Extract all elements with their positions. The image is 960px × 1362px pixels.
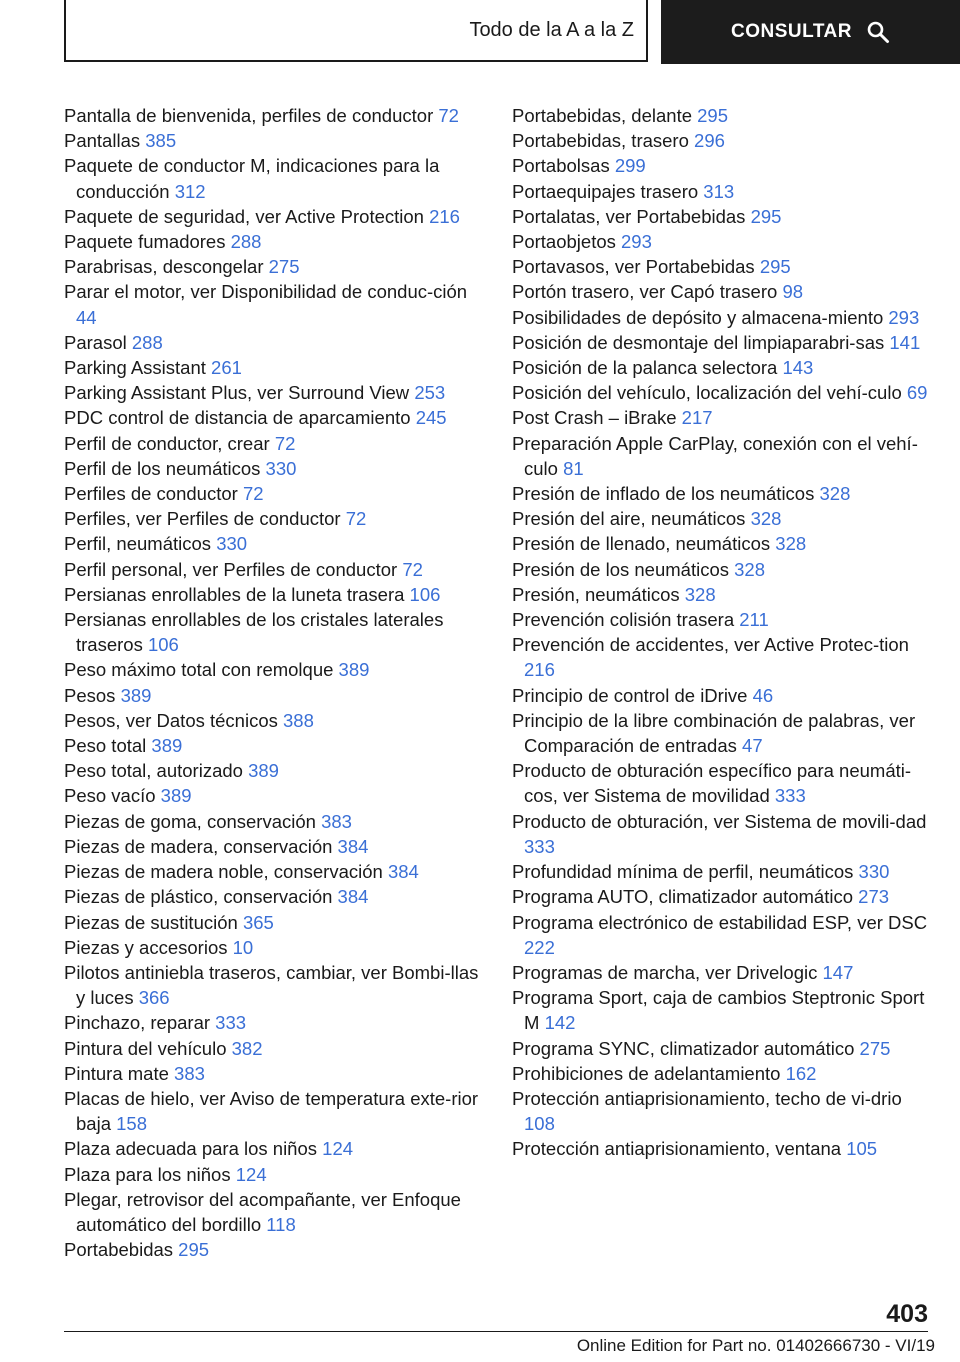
- index-entry-text: Posibilidades de depósito y almacena-miento: [512, 306, 884, 328]
- index-entry-text: Presión de los neumáticos: [512, 558, 729, 580]
- index-page-link[interactable]: 384: [337, 886, 369, 908]
- index-entry: [64, 557, 484, 582]
- index-entry: [64, 809, 484, 834]
- index-entry-text: Producto de obturación específico para neumáti-cos, ver Sistema de movilidad: [512, 760, 912, 807]
- index-entry-text: Presión, neumáticos: [512, 583, 680, 605]
- index-page-link[interactable]: 275: [859, 1037, 891, 1059]
- index-page-link[interactable]: 389: [120, 684, 152, 706]
- index-page-link[interactable]: 261: [211, 357, 242, 379]
- index-page-link[interactable]: 295: [697, 105, 729, 126]
- index-page-link[interactable]: 389: [248, 760, 279, 782]
- index-entry: [64, 935, 484, 960]
- index-page-link[interactable]: 106: [147, 634, 179, 656]
- index-entry: [512, 128, 932, 153]
- index-entry: [64, 103, 484, 128]
- index-page-link[interactable]: 383: [321, 810, 352, 832]
- index-entry: [512, 229, 932, 254]
- index-entry-text: Pilotos antiniebla traseros, cambiar, ver Bombi-llas y luces: [64, 961, 479, 1009]
- index-entry: [512, 431, 932, 481]
- index-entry: [64, 1237, 484, 1262]
- index-entry: [512, 179, 932, 204]
- consult-label: CONSULTAR: [731, 21, 852, 42]
- index-page-link[interactable]: 288: [230, 231, 262, 253]
- index-entry-text: Peso total: [64, 735, 147, 757]
- index-entry: [64, 733, 484, 758]
- index-entry-text: Piezas y accesorios: [64, 936, 228, 958]
- index-page-link[interactable]: 98: [782, 281, 804, 303]
- index-page-link[interactable]: 288: [131, 331, 163, 353]
- index-page-link[interactable]: 143: [782, 357, 814, 379]
- index-page-link[interactable]: 105: [846, 1138, 878, 1160]
- index-entry: [64, 355, 484, 380]
- index-entry: [64, 910, 484, 935]
- index-entry: [64, 405, 484, 430]
- index-entry-text: Plaza adecuada para los niños: [64, 1138, 318, 1160]
- index-entry-text: Prohibiciones de adelantamiento: [512, 1062, 781, 1084]
- index-page-link[interactable]: 295: [178, 1239, 210, 1261]
- index-entry: [64, 1010, 484, 1035]
- index-entry-text: Plegar, retrovisor del acompañante, ver Enfoque automático del bordillo: [64, 1188, 461, 1235]
- index-page-link[interactable]: 384: [337, 835, 369, 857]
- index-entry: [512, 279, 932, 304]
- index-entry: [64, 657, 484, 682]
- index-page-link[interactable]: 293: [888, 306, 920, 328]
- index-entry-text: Presión de inflado de los neumáticos: [512, 483, 815, 505]
- index-entry-text: Programas de marcha, ver Drivelogic: [512, 961, 818, 983]
- index-page-link[interactable]: 81: [563, 457, 584, 479]
- index-entry-text: Portavasos, ver Portabebidas: [512, 256, 755, 278]
- index-entry: [64, 506, 484, 531]
- index-page-link[interactable]: 253: [414, 382, 446, 404]
- index-entry-text: Perfil de los neumáticos: [64, 457, 261, 479]
- index-page-link[interactable]: 273: [858, 886, 890, 908]
- index-entry-text: Perfiles, ver Perfiles de conductor: [64, 508, 341, 530]
- index-entry: [64, 708, 484, 733]
- index-page-link[interactable]: 299: [614, 155, 646, 177]
- index-entry: [64, 884, 484, 909]
- index-page-link[interactable]: 72: [345, 508, 367, 530]
- index-page-link[interactable]: 384: [387, 861, 419, 883]
- index-page-link[interactable]: 328: [775, 533, 807, 555]
- index-entry-text: Persianas enrollables de la luneta trasera: [64, 583, 405, 605]
- index-column-right: [512, 103, 932, 1162]
- index-entry-text: Parabrisas, descongelar: [64, 256, 264, 278]
- index-page-link[interactable]: 295: [750, 205, 782, 227]
- index-entry-text: Parar el motor, ver Disponibilidad de conduc-ción: [64, 281, 468, 303]
- index-page-link[interactable]: 296: [694, 130, 725, 152]
- index-entry-text: Portabebidas: [64, 1239, 174, 1261]
- section-title: Todo de la A a la Z: [469, 18, 634, 41]
- index-page-link[interactable]: 275: [268, 256, 300, 278]
- index-entry: [512, 985, 932, 1035]
- index-page-link[interactable]: 47: [742, 735, 763, 757]
- index-page-link[interactable]: 333: [524, 835, 555, 857]
- index-entry-text: Programa AUTO, climatizador automático: [512, 886, 854, 908]
- index-page-link[interactable]: 217: [681, 407, 713, 429]
- index-entry: [512, 758, 932, 808]
- index-page-link[interactable]: 147: [822, 961, 854, 983]
- index-page-link[interactable]: 46: [752, 684, 774, 706]
- index-entry-text: Paquete de seguridad, ver Active Protection: [64, 205, 424, 227]
- index-entry-text: Portalatas, ver Portabebidas: [512, 205, 746, 227]
- index-page-link[interactable]: 162: [785, 1062, 817, 1084]
- index-entry-text: Protección antiaprisionamiento, techo de vi-drio: [512, 1087, 902, 1109]
- index-entry: [512, 708, 932, 758]
- index-entry-text: Parasol: [64, 331, 127, 353]
- index-entry-text: Perfil de conductor, crear: [64, 432, 270, 454]
- index-entry-text: Pintura mate: [64, 1062, 169, 1084]
- index-page-link[interactable]: 72: [438, 105, 459, 126]
- index-entry-text: Prevención colisión trasera: [512, 609, 735, 631]
- section-title-tab[interactable]: [64, 0, 648, 62]
- index-entry: [64, 1061, 484, 1086]
- index-page-link[interactable]: 72: [274, 432, 296, 454]
- index-entry: [512, 557, 932, 582]
- index-entry: [512, 305, 932, 330]
- index-page-link[interactable]: 389: [338, 659, 370, 681]
- index-page-link[interactable]: 158: [116, 1113, 147, 1135]
- index-page-link[interactable]: 366: [138, 987, 170, 1009]
- index-page-link[interactable]: 333: [215, 1012, 247, 1034]
- index-entry: [64, 204, 484, 229]
- consult-button[interactable]: [661, 0, 960, 64]
- index-entry-text: Peso vacío: [64, 785, 156, 807]
- index-entry: [64, 279, 484, 329]
- index-page-link[interactable]: 383: [174, 1062, 205, 1084]
- index-page-link[interactable]: 388: [283, 709, 314, 731]
- index-entry: [64, 254, 484, 279]
- index-entry: [512, 355, 932, 380]
- index-page-link[interactable]: 216: [429, 205, 460, 227]
- index-entry: [64, 758, 484, 783]
- index-entry-text: Parking Assistant Plus, ver Surround View: [64, 382, 410, 404]
- index-entry: [512, 1086, 932, 1136]
- index-page-link[interactable]: 328: [684, 583, 716, 605]
- index-entry: [64, 431, 484, 456]
- index-page-link[interactable]: 72: [402, 558, 423, 580]
- index-entry-text: PDC control de distancia de aparcamiento: [64, 407, 411, 429]
- index-entry-text: Pesos, ver Datos técnicos: [64, 709, 278, 731]
- index-entry: [64, 607, 484, 657]
- index-entry-text: Parking Assistant: [64, 357, 206, 379]
- index-entry-text: Protección antiaprisionamiento, ventana: [512, 1138, 842, 1160]
- index-entry-text: Perfil, neumáticos: [64, 533, 212, 555]
- index-entry-text: Persianas enrollables de los cristales laterales traseros: [64, 609, 444, 656]
- index-entry-text: Portabebidas, trasero: [512, 130, 689, 152]
- index-page-link[interactable]: 222: [524, 936, 555, 958]
- index-page-link[interactable]: 328: [750, 508, 782, 530]
- index-entry-text: Paquete de conductor M, indicaciones para la conducción: [64, 155, 440, 202]
- index-entry: [64, 1036, 484, 1061]
- index-entry-text: Peso total, autorizado: [64, 760, 243, 782]
- index-entry: [64, 960, 484, 1010]
- index-page-link[interactable]: 44: [76, 306, 97, 328]
- index-entry: [512, 1061, 932, 1086]
- index-entry: [64, 1187, 484, 1237]
- index-entry: [512, 254, 932, 279]
- index-entry: [512, 405, 932, 430]
- index-page-link[interactable]: 330: [265, 457, 297, 479]
- index-entry-text: Pintura del vehículo: [64, 1037, 227, 1059]
- index-entry: [512, 632, 932, 682]
- index-page-link[interactable]: 124: [235, 1163, 267, 1185]
- index-entry: [512, 960, 932, 985]
- index-entry: [512, 859, 932, 884]
- index-entry: [512, 380, 932, 405]
- index-entry: [64, 456, 484, 481]
- index-entry: [64, 330, 484, 355]
- index-entry-text: Posición de la palanca selectora: [512, 357, 778, 379]
- index-page-link[interactable]: 118: [266, 1213, 296, 1235]
- index-page-link[interactable]: 293: [621, 231, 652, 253]
- index-entry-text: Paquete fumadores: [64, 231, 226, 253]
- index-entry-text: Peso máximo total con remolque: [64, 659, 334, 681]
- index-page-link[interactable]: 330: [216, 533, 248, 555]
- index-entry-text: Piezas de madera, conservación: [64, 835, 333, 857]
- index-entry: [64, 859, 484, 884]
- index-page-link[interactable]: 328: [734, 558, 765, 580]
- index-entry-text: Presión del aire, neumáticos: [512, 508, 746, 530]
- index-entry-text: Post Crash – iBrake: [512, 407, 677, 429]
- index-entry: [64, 229, 484, 254]
- index-entry-text: Piezas de goma, conservación: [64, 810, 316, 832]
- index-page-link[interactable]: 333: [774, 785, 806, 807]
- index-entry-text: Piezas de sustitución: [64, 911, 238, 933]
- index-entry: [64, 380, 484, 405]
- index-entry: [512, 330, 932, 355]
- index-page-link[interactable]: 385: [145, 130, 177, 152]
- index-entry-text: Piezas de madera noble, conservación: [64, 861, 383, 883]
- search-icon: [866, 20, 890, 44]
- footer-edition: Online Edition for Part no. 01402666730 - VI/19: [576, 1336, 935, 1355]
- index-page-link[interactable]: 211: [739, 609, 769, 631]
- index-page-link[interactable]: 313: [703, 180, 735, 202]
- index-page-link[interactable]: 312: [174, 180, 206, 202]
- index-entry: [64, 128, 484, 153]
- index-page-link[interactable]: 10: [232, 936, 254, 958]
- index-entry-text: Posición de desmontaje del limpiaparabri-sas: [512, 331, 885, 353]
- index-entry: [512, 531, 932, 556]
- index-entry-text: Principio de la libre combinación de palabras, ver Comparación de entradas: [512, 709, 916, 757]
- index-page-link[interactable]: 295: [759, 256, 791, 278]
- index-page-link[interactable]: 365: [242, 911, 274, 933]
- index-entry-text: Pinchazo, reparar: [64, 1012, 211, 1034]
- index-page-link[interactable]: 382: [231, 1037, 263, 1059]
- index-entry-text: Perfil personal, ver Perfiles de conductor: [64, 558, 398, 580]
- index-entry-text: Pantalla de bienvenida, perfiles de conductor: [64, 105, 434, 126]
- index-entry-text: Profundidad mínima de perfil, neumáticos: [512, 861, 854, 883]
- index-page-link[interactable]: 69: [906, 382, 928, 404]
- index-entry: [64, 1086, 484, 1136]
- index-entry: [64, 582, 484, 607]
- index-entry-text: Pesos: [64, 684, 116, 706]
- index-page-link[interactable]: 328: [819, 483, 851, 505]
- index-page-link[interactable]: 389: [160, 785, 192, 807]
- index-page-link[interactable]: 72: [242, 483, 264, 505]
- index-entry: [512, 683, 932, 708]
- index-page-link[interactable]: 245: [415, 407, 447, 429]
- index-entry: [512, 1136, 932, 1161]
- index-entry: [64, 834, 484, 859]
- index-entry: [512, 103, 932, 128]
- index-entry-text: Programa electrónico de estabilidad ESP, ver DSC: [512, 911, 928, 933]
- index-entry: [64, 683, 484, 708]
- index-entry-text: Principio de control de iDrive: [512, 684, 748, 706]
- index-entry: [512, 884, 932, 909]
- index-entry-text: Portón trasero, ver Capó trasero: [512, 281, 778, 303]
- index-entry-text: Presión de llenado, neumáticos: [512, 533, 771, 555]
- index-entry-text: Programa SYNC, climatizador automático: [512, 1037, 855, 1059]
- index-entry-text: Placas de hielo, ver Aviso de temperatura exte-rior baja: [64, 1087, 479, 1135]
- index-entry-text: Posición del vehículo, localización del vehí-culo: [512, 382, 902, 404]
- index-entry: [64, 783, 484, 808]
- index-entry: [64, 153, 484, 203]
- index-page-link[interactable]: 330: [858, 861, 890, 883]
- index-page-link[interactable]: 108: [524, 1113, 555, 1135]
- index-entry: [64, 481, 484, 506]
- index-page-link[interactable]: 216: [524, 659, 555, 681]
- index-entry-text: Prevención de accidentes, ver Active Protec-tion: [512, 634, 909, 656]
- page-number: 403: [886, 1300, 928, 1328]
- index-entry-text: Piezas de plástico, conservación: [64, 886, 333, 908]
- index-entry-text: Portabebidas, delante: [512, 105, 692, 126]
- index-page-link[interactable]: 142: [544, 1012, 576, 1034]
- index-entry: [512, 506, 932, 531]
- index-entry: [64, 1162, 484, 1187]
- index-page-link[interactable]: 389: [151, 735, 183, 757]
- index-entry: [512, 809, 932, 859]
- index-entry: [512, 910, 932, 960]
- index-entry-text: Portaequipajes trasero: [512, 180, 699, 202]
- index-entry: [64, 1136, 484, 1161]
- footer-divider: [64, 1331, 928, 1332]
- index-entry-text: Programa Sport, caja de cambios Steptronic Sport M: [512, 987, 925, 1034]
- index-entry: [512, 481, 932, 506]
- index-entry-text: Pantallas: [64, 130, 141, 152]
- index-entry-text: Portaobjetos: [512, 231, 616, 253]
- index-entry: [512, 153, 932, 178]
- index-entry-text: Portabolsas: [512, 155, 610, 177]
- index-entry: [512, 607, 932, 632]
- index-entry-text: Perfiles de conductor: [64, 483, 238, 505]
- index-entry: [512, 582, 932, 607]
- index-entry: [512, 1036, 932, 1061]
- index-entry: [512, 204, 932, 229]
- index-entry: [64, 531, 484, 556]
- index-column-left: [64, 103, 484, 1262]
- index-entry-text: Preparación Apple CarPlay, conexión con el vehí-culo: [512, 432, 918, 479]
- index-entry-text: Plaza para los niños: [64, 1163, 231, 1185]
- index-page-link[interactable]: 141: [889, 331, 921, 353]
- index-page-link[interactable]: 124: [322, 1138, 354, 1160]
- index-page-link[interactable]: 106: [409, 583, 441, 605]
- index-entry-text: Producto de obturación, ver Sistema de movili-dad: [512, 810, 927, 832]
